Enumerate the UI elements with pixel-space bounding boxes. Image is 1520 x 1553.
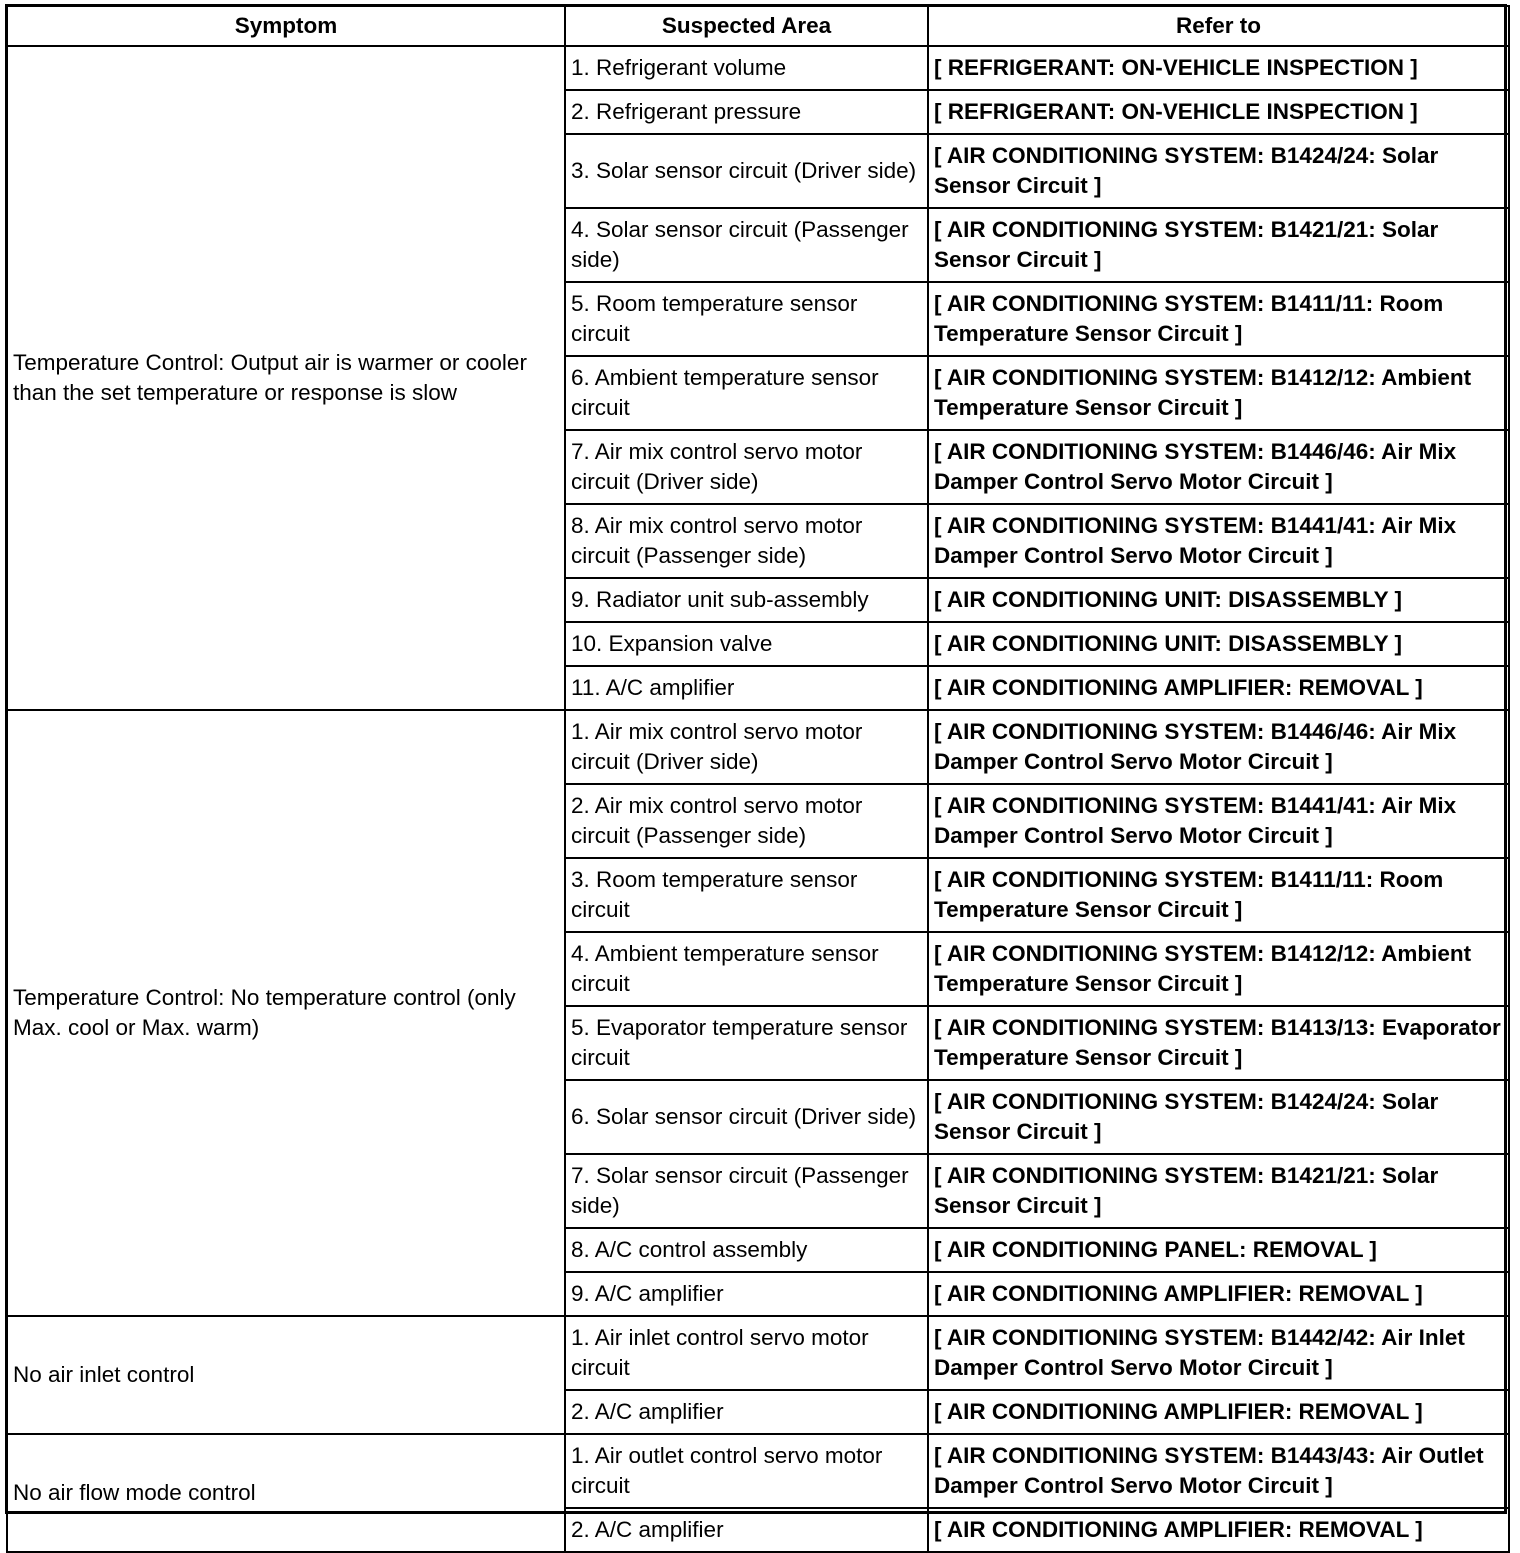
suspected-area-cell: 9. A/C amplifier (565, 1272, 928, 1316)
suspected-area-cell: 1. Air mix control servo motor circuit (Driver side) (565, 710, 928, 784)
symptom-cell: Temperature Control: Output air is warmer or cooler than the set temperature or response is slow (7, 46, 565, 710)
table-row (7, 1316, 1509, 1390)
suspected-area-cell: 4. Ambient temperature sensor circuit (565, 932, 928, 1006)
refer-to-cell: [ AIR CONDITIONING SYSTEM: B1421/21: Solar Sensor Circuit ] (928, 208, 1509, 282)
symptom-table (6, 5, 1510, 1553)
suspected-area-cell: 2. A/C amplifier (565, 1508, 928, 1552)
suspected-area-cell: 2. A/C amplifier (565, 1390, 928, 1434)
suspected-area-cell: 4. Solar sensor circuit (Passenger side) (565, 208, 928, 282)
suspected-area-cell: 10. Expansion valve (565, 622, 928, 666)
suspected-area-cell: 2. Air mix control servo motor circuit (Passenger side) (565, 784, 928, 858)
refer-to-cell: [ AIR CONDITIONING SYSTEM: B1442/42: Air Inlet Damper Control Servo Motor Circuit ] (928, 1316, 1509, 1390)
refer-to-cell: [ AIR CONDITIONING SYSTEM: B1446/46: Air Mix Damper Control Servo Motor Circuit ] (928, 430, 1509, 504)
refer-to-cell: [ AIR CONDITIONING UNIT: DISASSEMBLY ] (928, 622, 1509, 666)
refer-to-cell: [ REFRIGERANT: ON-VEHICLE INSPECTION ] (928, 90, 1509, 134)
refer-to-cell: [ AIR CONDITIONING SYSTEM: B1412/12: Ambient Temperature Sensor Circuit ] (928, 932, 1509, 1006)
refer-to-cell: [ AIR CONDITIONING SYSTEM: B1424/24: Solar Sensor Circuit ] (928, 1080, 1509, 1154)
refer-to-cell: [ AIR CONDITIONING SYSTEM: B1411/11: Room Temperature Sensor Circuit ] (928, 282, 1509, 356)
symptom-cell: No air flow mode control (7, 1434, 565, 1552)
symptom-cell: No air inlet control (7, 1316, 565, 1434)
refer-to-cell: [ AIR CONDITIONING UNIT: DISASSEMBLY ] (928, 578, 1509, 622)
suspected-area-cell: 5. Room temperature sensor circuit (565, 282, 928, 356)
refer-to-cell: [ AIR CONDITIONING SYSTEM: B1443/43: Air Outlet Damper Control Servo Motor Circuit ] (928, 1434, 1509, 1508)
refer-to-cell: [ AIR CONDITIONING SYSTEM: B1446/46: Air Mix Damper Control Servo Motor Circuit ] (928, 710, 1509, 784)
refer-to-cell: [ AIR CONDITIONING AMPLIFIER: REMOVAL ] (928, 666, 1509, 710)
refer-to-cell: [ AIR CONDITIONING SYSTEM: B1413/13: Evaporator Temperature Sensor Circuit ] (928, 1006, 1509, 1080)
suspected-area-cell: 7. Air mix control servo motor circuit (Driver side) (565, 430, 928, 504)
refer-to-cell: [ AIR CONDITIONING AMPLIFIER: REMOVAL ] (928, 1508, 1509, 1552)
suspected-area-cell: 11. A/C amplifier (565, 666, 928, 710)
suspected-area-cell: 8. A/C control assembly (565, 1228, 928, 1272)
table-row (7, 46, 1509, 90)
refer-to-cell: [ AIR CONDITIONING PANEL: REMOVAL ] (928, 1228, 1509, 1272)
suspected-area-cell: 1. Air inlet control servo motor circuit (565, 1316, 928, 1390)
table-body (7, 46, 1509, 1552)
suspected-area-cell: 1. Refrigerant volume (565, 46, 928, 90)
refer-to-cell: [ AIR CONDITIONING SYSTEM: B1411/11: Room Temperature Sensor Circuit ] (928, 858, 1509, 932)
refer-to-cell: [ AIR CONDITIONING SYSTEM: B1441/41: Air Mix Damper Control Servo Motor Circuit ] (928, 784, 1509, 858)
refer-to-cell: [ AIR CONDITIONING SYSTEM: B1421/21: Solar Sensor Circuit ] (928, 1154, 1509, 1228)
suspected-area-cell: 2. Refrigerant pressure (565, 90, 928, 134)
suspected-area-cell: 3. Room temperature sensor circuit (565, 858, 928, 932)
suspected-area-cell: 1. Air outlet control servo motor circuit (565, 1434, 928, 1508)
suspected-area-cell: 7. Solar sensor circuit (Passenger side) (565, 1154, 928, 1228)
suspected-area-cell: 9. Radiator unit sub-assembly (565, 578, 928, 622)
header-symptom: Symptom (7, 6, 565, 46)
refer-to-cell: [ AIR CONDITIONING SYSTEM: B1441/41: Air Mix Damper Control Servo Motor Circuit ] (928, 504, 1509, 578)
suspected-area-cell: 6. Ambient temperature sensor circuit (565, 356, 928, 430)
refer-to-cell: [ AIR CONDITIONING SYSTEM: B1424/24: Solar Sensor Circuit ] (928, 134, 1509, 208)
refer-to-cell: [ AIR CONDITIONING AMPLIFIER: REMOVAL ] (928, 1390, 1509, 1434)
suspected-area-cell: 8. Air mix control servo motor circuit (Passenger side) (565, 504, 928, 578)
suspected-area-cell: 5. Evaporator temperature sensor circuit (565, 1006, 928, 1080)
suspected-area-cell: 6. Solar sensor circuit (Driver side) (565, 1080, 928, 1154)
header-refer-to: Refer to (928, 6, 1509, 46)
refer-to-cell: [ AIR CONDITIONING AMPLIFIER: REMOVAL ] (928, 1272, 1509, 1316)
refer-to-cell: [ REFRIGERANT: ON-VEHICLE INSPECTION ] (928, 46, 1509, 90)
refer-to-cell: [ AIR CONDITIONING SYSTEM: B1412/12: Ambient Temperature Sensor Circuit ] (928, 356, 1509, 430)
header-row (7, 6, 1509, 46)
symptom-cell: Temperature Control: No temperature control (only Max. cool or Max. warm) (7, 710, 565, 1316)
table-row (7, 1434, 1509, 1508)
suspected-area-cell: 3. Solar sensor circuit (Driver side) (565, 134, 928, 208)
header-suspected-area: Suspected Area (565, 6, 928, 46)
table-row (7, 710, 1509, 784)
